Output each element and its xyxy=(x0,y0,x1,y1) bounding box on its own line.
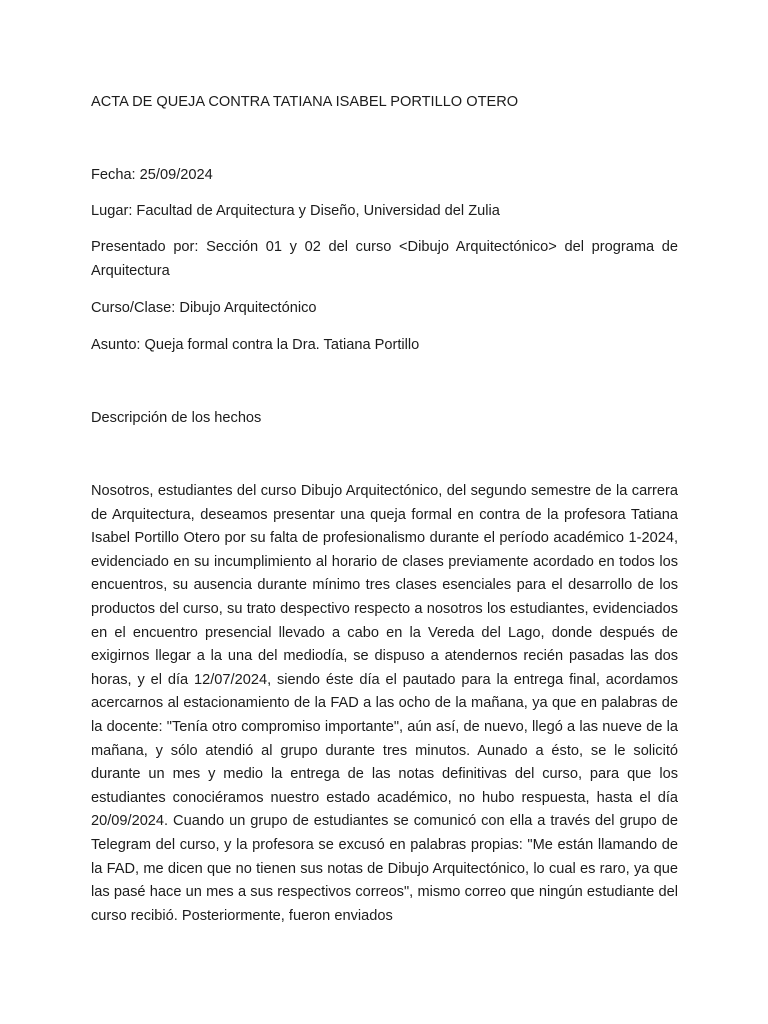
course-line: Curso/Clase: Dibujo Arquitectónico xyxy=(91,300,317,316)
presented-by-line: Presentado por: Sección 01 y 02 del curso <Dibujo Arquitectónico> del programa de Arquitectura xyxy=(91,239,678,279)
place-line: Lugar: Facultad de Arquitectura y Diseño, Universidad del Zulia xyxy=(91,203,500,219)
subject-line: Asunto: Queja formal contra la Dra. Tatiana Portillo xyxy=(91,337,420,353)
date-line: Fecha: 25/09/2024 xyxy=(91,167,213,183)
document-title: ACTA DE QUEJA CONTRA TATIANA ISABEL PORTILLO OTERO xyxy=(91,94,519,110)
document-page xyxy=(91,0,678,1024)
section-heading-descripcion: Descripción de los hechos xyxy=(91,410,262,426)
body-paragraph: Nosotros, estudiantes del curso Dibujo Arquitectónico, del segundo semestre de la carrera de Arquitectura, deseamos presentar una queja formal en contra de la profesora Tatiana Isabel Portillo Otero por su falta de profesionalismo durante el período académico 1-2024, evidenciado en su incumplimiento al horario de clases previamente acordado en todos los encuentros, su ausencia durante mínimo tres clases esenciales para el desarrollo de los productos del curso, su trato despectivo respecto a nosotros los estudiantes, evidenciados en el encuentro presencial llevado a cabo en la Vereda del Lago, donde después de exigirnos llegar a la una del mediodía, se dispuso a atendernos recién pasadas las dos horas, y el día 12/07/2024, siendo éste día el pautado para la entrega final, acordamos acercarnos al estacionamiento de la FAD a las ocho de la mañana, ya que en palabras de la docente: "Tenía otro compromiso importante", aún así, de nuevo, llegó a las nueve de la mañana, y sólo atendió al grupo durante tres minutos. Aunado a ésto, se le solicitó durante un mes y medio la entrega de las notas definitivas del curso, para que los estudiantes conociéramos nuestro estado académico, no hubo respuesta, hasta el día 20/09/2024. Cuando un grupo de estudiantes se comunicó con ella a través del grupo de Telegram del curso, y la profesora se excusó en palabras propias: "Me están llamando de la FAD, me dicen que no tienen sus notas de Dibujo Arquitectónico, lo cual es raro, ya que las pasé hace un mes a sus respectivos correos", mismo correo que ningún estudiante del curso recibió. Posteriormente, fueron enviados xyxy=(91,483,678,924)
